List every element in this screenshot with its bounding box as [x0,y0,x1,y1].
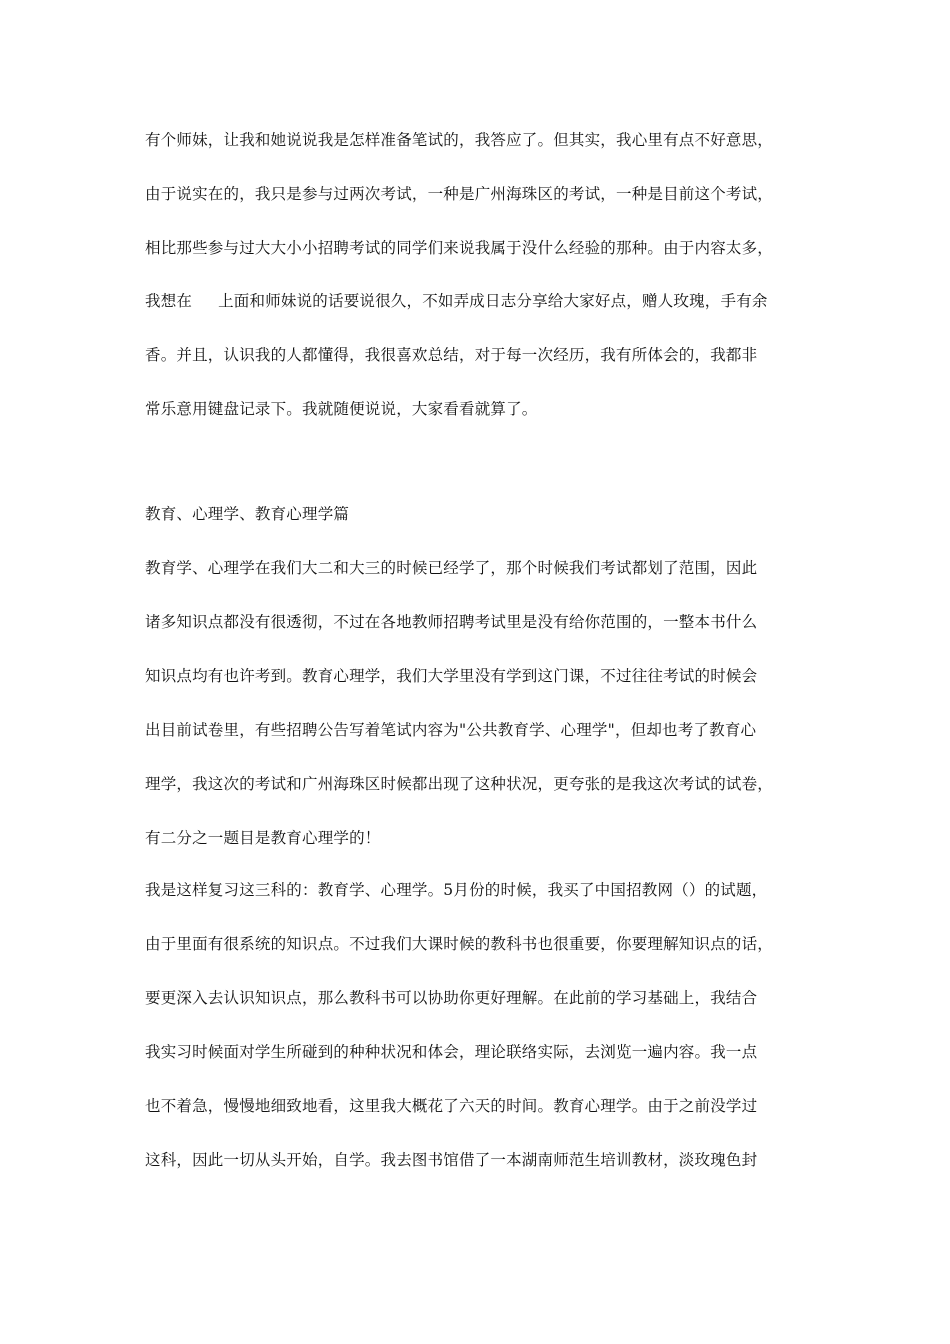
para2-line-6: 这科，因此一切从头开始，自学。我去图书馆借了一本湖南师范生培训教材，淡玫瑰色封 [145,1151,758,1169]
para2-line-4: 我实习时候面对学生所碰到的种种状况和体会，理论联络实际，去浏览一遍内容。我一点 [145,1043,758,1061]
intro-line-3: 相比那些参与过大大小小招聘考试的同学们来说我属于没什么经验的那种。由于内容太多， [145,239,774,257]
para2-line-1: 我是这样复习这三科的：教育学、心理学。5月份的时候，我买了中国招教网（）的试题， [145,881,768,899]
para1-line-2: 诸多知识点都没有很透彻，不过在各地教师招聘考试里是没有给你范围的，一整本书什么 [145,613,758,631]
para1-line-3: 知识点均有也许考到。教育心理学，我们大学里没有学到这门课，不过往往考试的时候会 [145,667,758,685]
intro-line-5: 香。并且，认识我的人都懂得，我很喜欢总结，对于每一次经历，我有所体会的，我都非 [145,346,758,364]
intro-line-4-part1: 我想在 [145,292,193,310]
intro-line-4-part2: 上面和师妹说的话要说很久，不如弄成日志分享给大家好点，赠人玫瑰，手有余 [218,292,768,310]
para2-line-2: 由于里面有很系统的知识点。不过我们大课时候的教科书也很重要，你要理解知识点的话， [145,935,774,953]
para1-line-6: 有二分之一题目是教育心理学的！ [145,829,381,847]
para2-line-3: 要更深入去认识知识点，那么教科书可以协助你更好理解。在此前的学习基础上，我结合 [145,989,758,1007]
para1-line-1: 教育学、心理学在我们大二和大三的时候已经学了，那个时候我们考试都划了范围，因此 [145,559,758,577]
para1-line-5: 理学，我这次的考试和广州海珠区时候都出现了这种状况，更夸张的是我这次考试的试卷， [145,775,774,793]
para2-line-5: 也不着急，慢慢地细致地看，这里我大概花了六天的时间。教育心理学。由于之前没学过 [145,1097,758,1115]
section-heading: 教育、心理学、教育心理学篇 [145,505,350,523]
intro-line-2: 由于说实在的，我只是参与过两次考试，一种是广州海珠区的考试，一种是目前这个考试， [145,185,774,203]
para1-line-4: 出目前试卷里，有些招聘公告写着笔试内容为"公共教育学、心理学"，但却也考了教育心 [145,721,757,739]
intro-line-1: 有个师妹，让我和她说说我是怎样准备笔试的，我答应了。但其实，我心里有点不好意思， [145,131,774,149]
intro-line-4 [145,291,810,311]
intro-line-6: 常乐意用键盘记录下。我就随便说说，大家看看就算了。 [145,400,538,418]
